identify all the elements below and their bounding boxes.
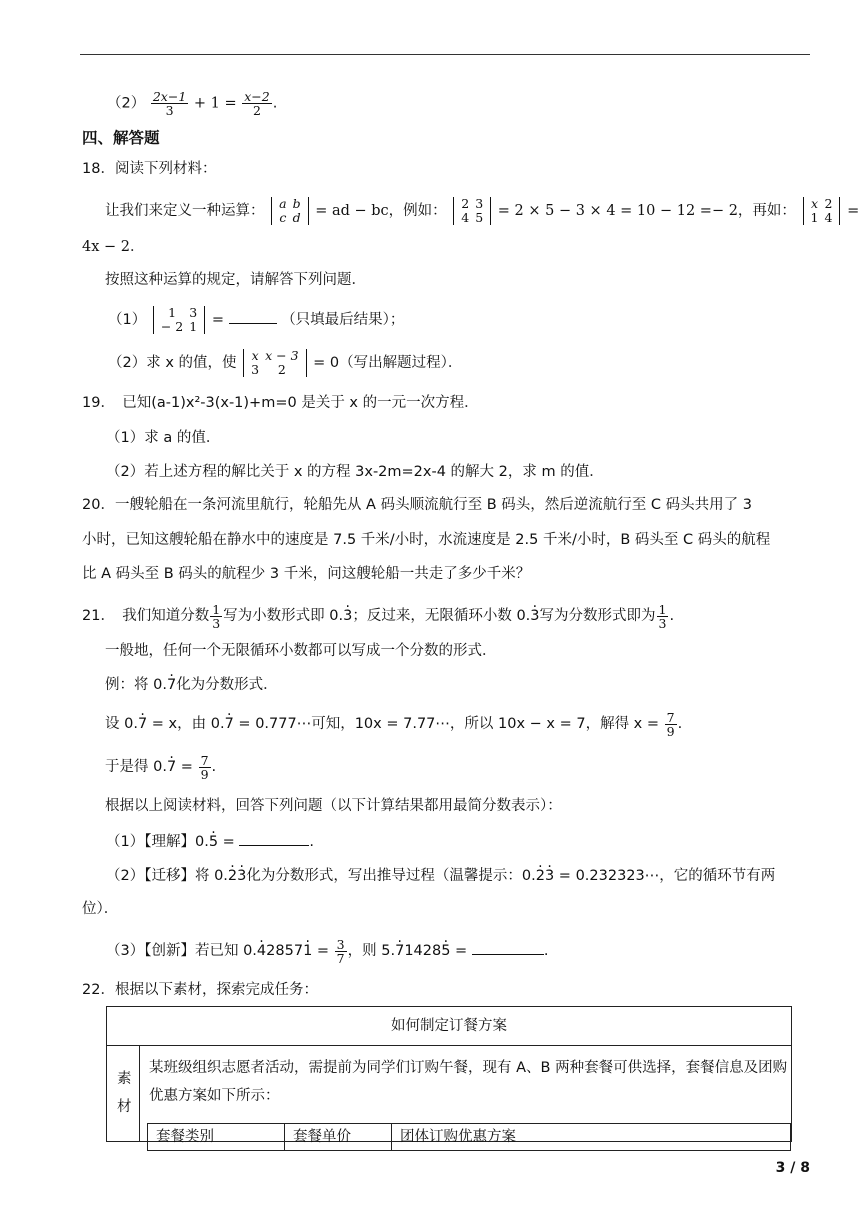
col-unit-price: 套餐单价 <box>285 1124 392 1150</box>
fraction: $\frac{1}{3}$ <box>212 601 221 631</box>
material-description: 某班级组织志愿者活动，需提前为同学们订购午餐，现有 A、B 两种套餐可供选择，套餐信息及团购优惠方案如下所示： <box>149 1060 788 1104</box>
q18-part1: （1） 1 3 − 2 1 = （只填最后结果）； <box>108 305 405 334</box>
q19-head: 19． 已知(a-1)x²-3(x-1)+m=0 是关于 x 的一元一次方程． <box>82 395 479 411</box>
equation-text: + 1 = <box>193 95 237 112</box>
q21-general: 一般地，任何一个无限循环小数都可以写成一个分数的形式． <box>105 643 497 659</box>
q21-conclusion: 于是得 0.7 · = $\frac{7}{9}$ . <box>105 749 216 785</box>
q18-definition: 让我们来定义一种运算： a b c d = ad − bc，例如： 2 3 4 5 = 2 × 5 − 3 × 4 = 10 − 12 =− 2，再如： x 2 1 4 = <box>105 196 860 225</box>
answer-blank[interactable] <box>239 831 309 846</box>
fraction: $\frac{2x-1}{3}$ <box>152 89 187 118</box>
q21-head: 21． 我们知道分数 $\frac{1}{3}$ 写为小数形式即 0.3 ·；反过来，无限循环小数 0.3 ·写为分数形式即为 $\frac{1}{3}$ . <box>82 598 674 634</box>
q21-part2: （2）【迁移】将 0.2 ·3 ·化为分数形式，写出推导过程（温馨提示：0.2 ·3 · = 0.232323⋯，它的循环节有两 <box>106 866 775 886</box>
q18-head: 18．阅读下列材料： <box>82 161 217 177</box>
fraction: $\frac{x-2}{2}$ <box>244 89 270 118</box>
q18-rule: 按照这种运算的规定，请解答下列问题． <box>105 272 366 288</box>
q22-head: 22．根据以下素材，探索完成任务： <box>82 982 318 998</box>
q17-label: （2） <box>107 95 146 112</box>
q20-line2: 小时，已知这艘轮船在静水中的速度是 7.5 千米/小时，水流速度是 2.5 千米/小时，B 码头至 C 码头的航程 <box>82 532 771 548</box>
q18-continuation: 4x − 2． <box>82 239 145 255</box>
q21-example: 例：将 0.7 ·化为分数形式． <box>105 675 278 695</box>
q20-line3: 比 A 码头至 B 码头的航程少 3 千米，问这艘轮船一共走了多少千米？ <box>82 566 531 582</box>
answer-blank[interactable] <box>472 940 544 955</box>
determinant: a b c d <box>271 197 308 225</box>
q17-part2: （2） $\frac{2x-1}{3}$ + 1 = $\frac{x-2}{2}$ . <box>107 89 278 118</box>
q21-setup: 设 0.7 · = x，由 0.7 · = 0.777⋯可知，10x = 7.77⋯，所以 10x − x = 7，解得 x = $\frac{7}{9}$ . <box>105 706 682 742</box>
q21-part1: （1）【理解】0.5 · = . <box>106 831 314 852</box>
q19-part1: （1）求 a 的值． <box>106 430 221 446</box>
determinant: x 2 1 4 <box>803 197 841 225</box>
answer-blank[interactable] <box>229 309 277 324</box>
material-label: 素 材 <box>107 1045 140 1141</box>
col-package-type: 套餐类别 <box>148 1124 285 1150</box>
order-plan-table <box>106 1006 792 1145</box>
determinant: x x − 3 3 2 <box>243 349 306 377</box>
repeating-digit: 3 · <box>343 598 352 634</box>
fraction: $\frac{3}{7}$ <box>336 936 345 966</box>
q21-part3: （3）【创新】若已知 0.4 ·28571 · = $\frac{3}{7}$ ，则 5.7 ·14285 · = . <box>106 933 548 969</box>
fraction: $\frac{7}{9}$ <box>200 752 209 782</box>
fraction: $\frac{1}{3}$ <box>658 601 667 631</box>
q20-line1: 20．一艘轮船在一条河流里航行，轮船先从 A 码头顺流航行至 B 码头，然后逆流航行至 C 码头共用了 3 <box>82 497 752 513</box>
package-header-row <box>147 1123 791 1151</box>
q21-basis: 根据以上阅读材料，回答下列问题（以下计算结果都用最简分数表示）： <box>105 798 562 814</box>
q21-part2-cont: 位）． <box>82 901 119 917</box>
table-title: 如何制定订餐方案 <box>107 1007 791 1046</box>
q18-part2: （2）求 x 的值，使 x x − 3 3 2 = 0（写出解题过程）． <box>108 348 463 377</box>
header-rule <box>80 54 810 55</box>
col-discount-plan: 团体订购优惠方案 <box>400 1129 516 1145</box>
determinant: 2 3 4 5 <box>453 197 491 225</box>
q19-part2: （2）若上述方程的解比关于 x 的方程 3x-2m=2x-4 的解大 2，求 m 的值． <box>106 464 604 480</box>
repeating-digit: 3 · <box>530 598 539 634</box>
page-number: 3 / 8 <box>775 1160 810 1176</box>
section-title: 四、解答题 <box>82 129 160 147</box>
fraction: $\frac{7}{9}$ <box>666 709 675 739</box>
determinant: 1 3 − 2 1 <box>153 306 205 334</box>
